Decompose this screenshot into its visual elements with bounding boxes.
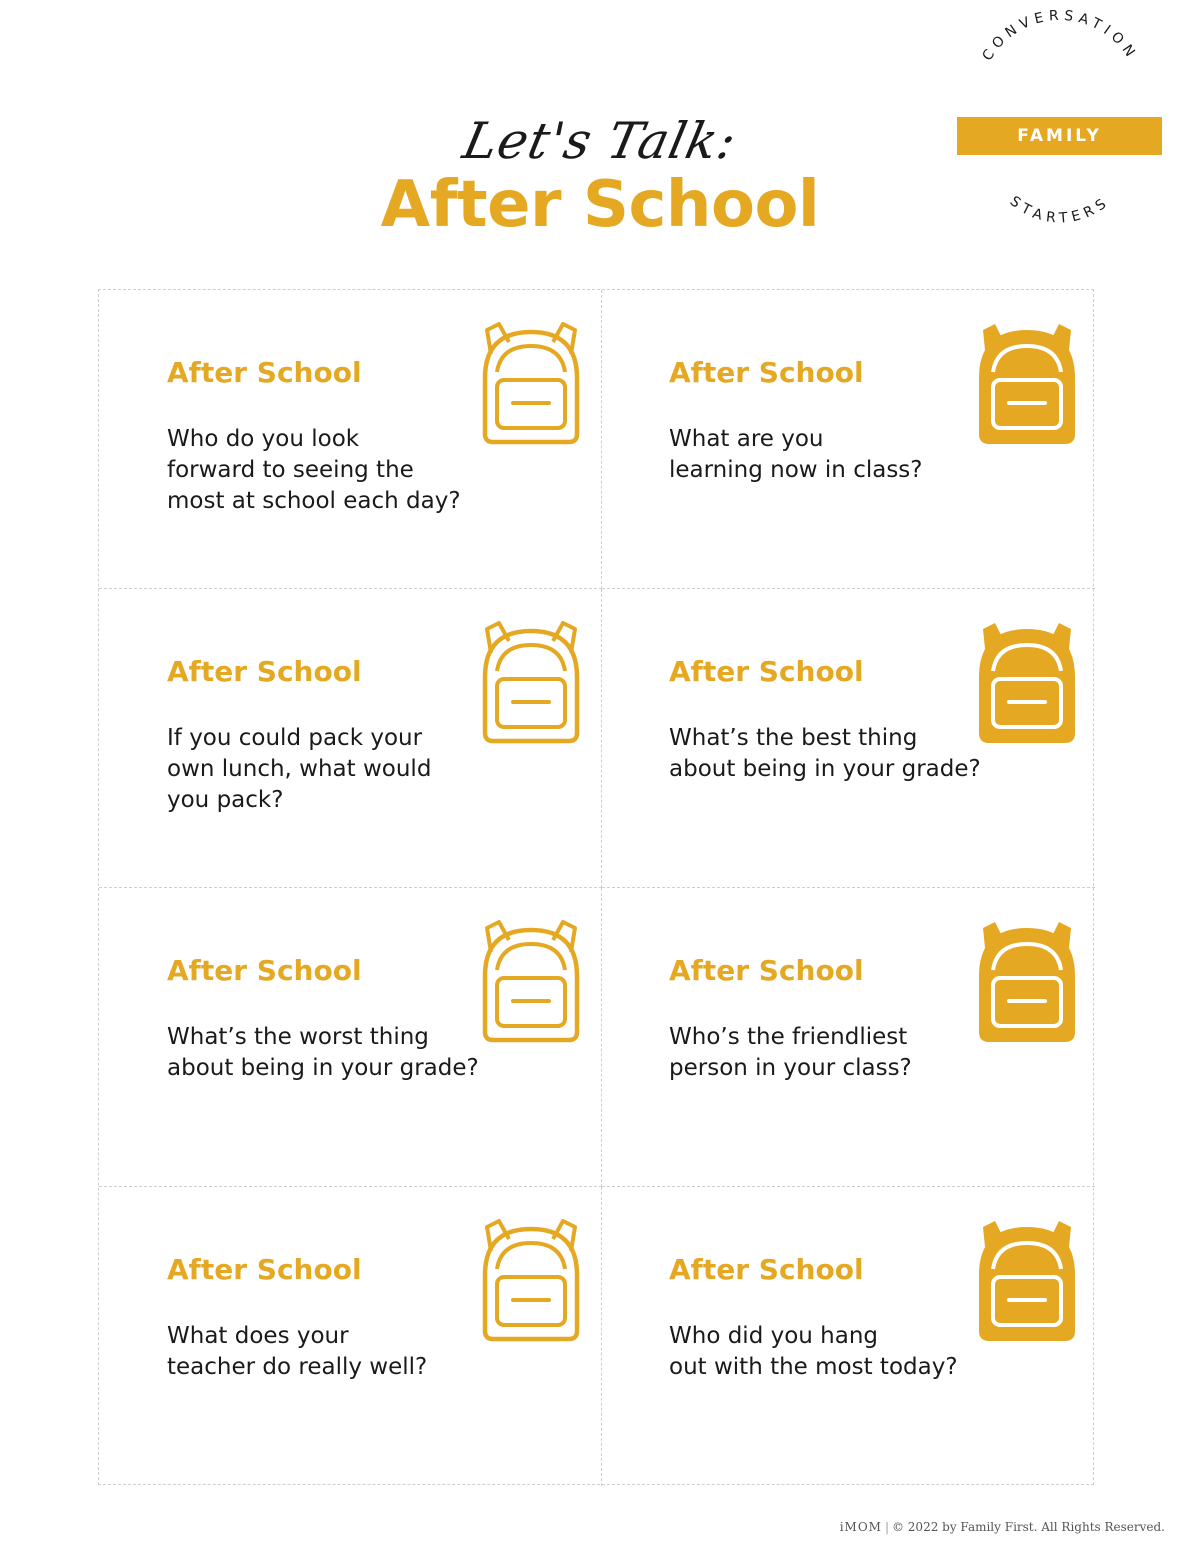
conversation-card — [99, 1187, 602, 1486]
conversation-card — [602, 1187, 1095, 1486]
backpack-outline-icon — [481, 308, 581, 448]
script-heading: Let's Talk: — [458, 112, 742, 170]
conversation-card — [602, 290, 1095, 589]
page-title: After School — [380, 168, 820, 242]
backpack-outline-icon — [481, 607, 581, 747]
backpack-filled-icon — [977, 308, 1077, 448]
card-title: After School — [669, 954, 864, 987]
card-question: What does your teacher do really well? — [167, 1323, 428, 1380]
copyright-footer — [840, 1520, 1165, 1534]
card-title: After School — [669, 655, 864, 688]
card-question: Who’s the friendliest person in your class? — [669, 1024, 912, 1081]
backpack-filled-icon — [977, 906, 1077, 1046]
card-question: What’s the worst thing about being in your grade? — [167, 1024, 479, 1081]
conversation-card — [99, 589, 602, 888]
footer-brand: iMOM — [839, 1520, 882, 1534]
card-title: After School — [167, 1253, 362, 1286]
card-title: After School — [669, 356, 864, 389]
footer-copyright: © 2022 by Family First. All Rights Reserved. — [891, 1520, 1165, 1534]
backpack-filled-icon — [977, 1205, 1077, 1345]
backpack-outline-icon — [481, 1205, 581, 1345]
card-question: What are you learning now in class? — [669, 426, 923, 483]
card-title: After School — [669, 1253, 864, 1286]
card-grid — [98, 289, 1094, 1485]
backpack-filled-icon — [977, 607, 1077, 747]
card-title: After School — [167, 356, 362, 389]
conversation-card — [602, 589, 1095, 888]
conversation-starters-badge — [955, 7, 1165, 230]
conversation-card — [99, 888, 602, 1187]
card-title: After School — [167, 954, 362, 987]
footer-separator: | — [884, 1520, 889, 1534]
badge-top-text: CONVERSATION — [979, 7, 1141, 64]
badge-band: FAMILY — [957, 117, 1162, 155]
card-question: Who did you hang out with the most today? — [669, 1323, 958, 1380]
backpack-outline-icon — [481, 906, 581, 1046]
conversation-card — [602, 888, 1095, 1187]
card-question: Who do you look forward to seeing the most at school each day? — [167, 426, 461, 514]
card-title: After School — [167, 655, 362, 688]
badge-bottom-text: STARTERS — [1006, 193, 1114, 227]
card-question: What’s the best thing about being in your grade? — [669, 725, 981, 782]
conversation-card — [99, 290, 602, 589]
card-question: If you could pack your own lunch, what would you pack? — [167, 725, 432, 813]
